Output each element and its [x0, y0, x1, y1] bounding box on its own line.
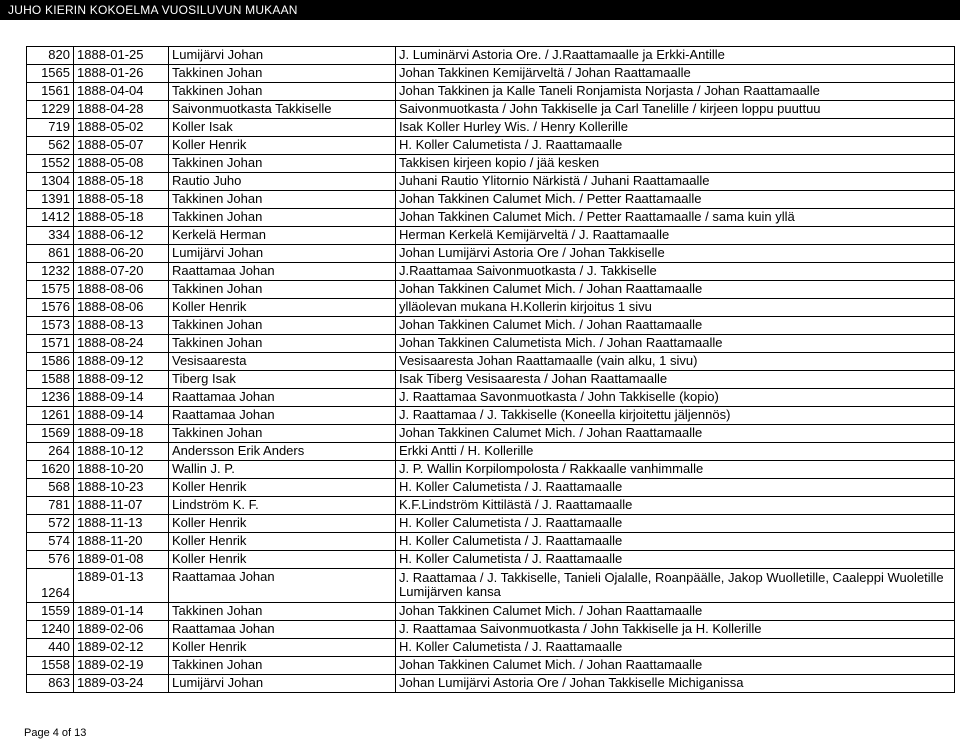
cell-sender: Tiberg Isak — [169, 371, 396, 389]
cell-sender: Lindström K. F. — [169, 497, 396, 515]
table-row — [27, 227, 955, 245]
cell-sender: Wallin J. P. — [169, 461, 396, 479]
table-row — [27, 479, 955, 497]
table-row — [27, 603, 955, 621]
cell-archive-number: 264 — [27, 443, 74, 461]
cell-description: H. Koller Calumetista / J. Raattamaalle — [396, 533, 955, 551]
cell-description: H. Koller Calumetista / J. Raattamaalle — [396, 479, 955, 497]
table-row — [27, 281, 955, 299]
cell-sender: Raattamaa Johan — [169, 389, 396, 407]
cell-sender: Takkinen Johan — [169, 83, 396, 101]
cell-description: H. Koller Calumetista / J. Raattamaalle — [396, 639, 955, 657]
cell-description: J.Raattamaa Saivonmuotkasta / J. Takkiselle — [396, 263, 955, 281]
cell-sender: Raattamaa Johan — [169, 263, 396, 281]
cell-sender: Koller Henrik — [169, 515, 396, 533]
table-row — [27, 263, 955, 281]
cell-archive-number: 1576 — [27, 299, 74, 317]
cell-description: Vesisaaresta Johan Raattamaalle (vain alku, 1 sivu) — [396, 353, 955, 371]
cell-archive-number: 1391 — [27, 191, 74, 209]
cell-description: Johan Takkinen Kemijärveltä / Johan Raattamaalle — [396, 65, 955, 83]
table-row — [27, 209, 955, 227]
cell-sender: Takkinen Johan — [169, 335, 396, 353]
cell-sender: Vesisaaresta — [169, 353, 396, 371]
cell-archive-number: 1571 — [27, 335, 74, 353]
cell-archive-number: 1261 — [27, 407, 74, 425]
cell-date: 1888-09-12 — [74, 353, 169, 371]
cell-archive-number: 820 — [27, 47, 74, 65]
cell-archive-number: 1552 — [27, 155, 74, 173]
table-row — [27, 173, 955, 191]
cell-description: Herman Kerkelä Kemijärveltä / J. Raattamaalle — [396, 227, 955, 245]
cell-description: Saivonmuotkasta / John Takkiselle ja Carl Tanelille / kirjeen loppu puuttuu — [396, 101, 955, 119]
table-row — [27, 461, 955, 479]
table-row — [27, 83, 955, 101]
cell-date: 1889-03-24 — [74, 675, 169, 693]
cell-date: 1888-01-25 — [74, 47, 169, 65]
cell-description: J. Luminärvi Astoria Ore. / J.Raattamaalle ja Erkki-Antille — [396, 47, 955, 65]
cell-description: Johan Lumijärvi Astoria Ore / Johan Takkiselle — [396, 245, 955, 263]
table-row — [27, 299, 955, 317]
table-row — [27, 317, 955, 335]
table-row — [27, 551, 955, 569]
cell-sender: Koller Henrik — [169, 137, 396, 155]
cell-date: 1889-02-12 — [74, 639, 169, 657]
cell-archive-number: 1565 — [27, 65, 74, 83]
table-row — [27, 569, 955, 603]
cell-description: Johan Takkinen Calumet Mich. / Johan Raattamaalle — [396, 657, 955, 675]
cell-archive-number: 863 — [27, 675, 74, 693]
table-row — [27, 101, 955, 119]
cell-sender: Koller Henrik — [169, 299, 396, 317]
cell-date: 1889-01-14 — [74, 603, 169, 621]
table-row — [27, 639, 955, 657]
cell-date: 1888-06-20 — [74, 245, 169, 263]
cell-date: 1888-11-20 — [74, 533, 169, 551]
cell-archive-number: 1236 — [27, 389, 74, 407]
cell-archive-number: 719 — [27, 119, 74, 137]
cell-sender: Takkinen Johan — [169, 317, 396, 335]
cell-date: 1889-01-13 — [74, 569, 169, 603]
cell-sender: Takkinen Johan — [169, 425, 396, 443]
cell-archive-number: 1559 — [27, 603, 74, 621]
cell-archive-number: 1569 — [27, 425, 74, 443]
cell-date: 1888-09-18 — [74, 425, 169, 443]
cell-sender: Koller Henrik — [169, 479, 396, 497]
cell-description: J. Raattamaa / J. Takkiselle, Tanieli Ojalalle, Roanpäälle, Jakop Wuolletille, Caaleppi Wuoletille Lumijärven kansa — [396, 569, 955, 603]
table-row — [27, 443, 955, 461]
cell-date: 1888-10-12 — [74, 443, 169, 461]
table-row — [27, 407, 955, 425]
page-indicator: Page 4 of 13 — [24, 727, 87, 739]
cell-archive-number: 568 — [27, 479, 74, 497]
cell-sender: Takkinen Johan — [169, 191, 396, 209]
cell-date: 1888-10-23 — [74, 479, 169, 497]
cell-sender: Saivonmuotkasta Takkiselle — [169, 101, 396, 119]
cell-archive-number: 781 — [27, 497, 74, 515]
cell-archive-number: 572 — [27, 515, 74, 533]
cell-archive-number: 861 — [27, 245, 74, 263]
cell-description: Johan Takkinen Calumet Mich. / Johan Raattamaalle — [396, 425, 955, 443]
cell-description: Johan Takkinen Calumet Mich. / Petter Raattamaalle — [396, 191, 955, 209]
cell-date: 1888-06-12 — [74, 227, 169, 245]
cell-description: Johan Takkinen Calumetista Mich. / Johan Raattamaalle — [396, 335, 955, 353]
cell-sender: Koller Henrik — [169, 551, 396, 569]
cell-archive-number: 1240 — [27, 621, 74, 639]
cell-archive-number: 576 — [27, 551, 74, 569]
cell-date: 1888-05-02 — [74, 119, 169, 137]
cell-sender: Lumijärvi Johan — [169, 47, 396, 65]
cell-date: 1888-07-20 — [74, 263, 169, 281]
cell-sender: Rautio Juho — [169, 173, 396, 191]
cell-date: 1888-01-26 — [74, 65, 169, 83]
table-row — [27, 497, 955, 515]
table-row — [27, 191, 955, 209]
cell-archive-number: 1575 — [27, 281, 74, 299]
cell-date: 1889-02-06 — [74, 621, 169, 639]
cell-date: 1888-09-14 — [74, 389, 169, 407]
table-row — [27, 515, 955, 533]
cell-date: 1888-08-06 — [74, 299, 169, 317]
cell-date: 1888-05-08 — [74, 155, 169, 173]
cell-sender: Koller Henrik — [169, 639, 396, 657]
cell-description: Johan Lumijärvi Astoria Ore / Johan Takkiselle Michiganissa — [396, 675, 955, 693]
table-row — [27, 245, 955, 263]
cell-archive-number: 1573 — [27, 317, 74, 335]
cell-archive-number: 1586 — [27, 353, 74, 371]
cell-description: K.F.Lindström Kittilästä / J. Raattamaalle — [396, 497, 955, 515]
cell-description: Johan Takkinen ja Kalle Taneli Ronjamista Norjasta / Johan Raattamaalle — [396, 83, 955, 101]
cell-date: 1888-04-28 — [74, 101, 169, 119]
cell-sender: Raattamaa Johan — [169, 407, 396, 425]
cell-sender: Lumijärvi Johan — [169, 675, 396, 693]
cell-description: J. Raattamaa Savonmuotkasta / John Takkiselle (kopio) — [396, 389, 955, 407]
cell-archive-number: 1412 — [27, 209, 74, 227]
cell-description: Juhani Rautio Ylitornio Närkistä / Juhani Raattamaalle — [396, 173, 955, 191]
letters-table-body — [27, 47, 955, 693]
cell-archive-number: 440 — [27, 639, 74, 657]
cell-date: 1888-08-13 — [74, 317, 169, 335]
cell-archive-number: 562 — [27, 137, 74, 155]
cell-archive-number: 1561 — [27, 83, 74, 101]
cell-date: 1889-01-08 — [74, 551, 169, 569]
cell-sender: Takkinen Johan — [169, 603, 396, 621]
cell-description: H. Koller Calumetista / J. Raattamaalle — [396, 551, 955, 569]
cell-archive-number: 1588 — [27, 371, 74, 389]
page-footer — [24, 727, 86, 739]
cell-date: 1888-05-18 — [74, 191, 169, 209]
cell-date: 1888-05-18 — [74, 209, 169, 227]
cell-description: Johan Takkinen Calumet Mich. / Johan Raattamaalle — [396, 281, 955, 299]
cell-description: J. P. Wallin Korpilompolosta / Rakkaalle vanhimmalle — [396, 461, 955, 479]
cell-description: Johan Takkinen Calumet Mich. / Johan Raattamaalle — [396, 317, 955, 335]
table-row — [27, 47, 955, 65]
cell-sender: Takkinen Johan — [169, 65, 396, 83]
table-row — [27, 119, 955, 137]
table-row — [27, 371, 955, 389]
cell-description: H. Koller Calumetista / J. Raattamaalle — [396, 515, 955, 533]
table-row — [27, 675, 955, 693]
page-header — [0, 0, 960, 20]
cell-archive-number: 1264 — [27, 569, 74, 603]
cell-date: 1888-09-12 — [74, 371, 169, 389]
cell-date: 1888-11-13 — [74, 515, 169, 533]
cell-sender: Takkinen Johan — [169, 209, 396, 227]
cell-description: Takkisen kirjeen kopio / jää kesken — [396, 155, 955, 173]
cell-date: 1888-05-18 — [74, 173, 169, 191]
table-row — [27, 137, 955, 155]
cell-date: 1888-08-24 — [74, 335, 169, 353]
cell-description: Isak Tiberg Vesisaaresta / Johan Raattamaalle — [396, 371, 955, 389]
cell-archive-number: 1232 — [27, 263, 74, 281]
cell-description: Johan Takkinen Calumet Mich. / Petter Raattamaalle / sama kuin yllä — [396, 209, 955, 227]
cell-sender: Takkinen Johan — [169, 657, 396, 675]
cell-archive-number: 1229 — [27, 101, 74, 119]
table-row — [27, 389, 955, 407]
cell-sender: Lumijärvi Johan — [169, 245, 396, 263]
cell-description: ylläolevan mukana H.Kollerin kirjoitus 1 sivu — [396, 299, 955, 317]
table-row — [27, 65, 955, 83]
table-row — [27, 335, 955, 353]
cell-sender: Raattamaa Johan — [169, 569, 396, 603]
cell-description: Erkki Antti / H. Kollerille — [396, 443, 955, 461]
cell-archive-number: 1304 — [27, 173, 74, 191]
cell-date: 1889-02-19 — [74, 657, 169, 675]
cell-date: 1888-10-20 — [74, 461, 169, 479]
table-row — [27, 533, 955, 551]
cell-description: H. Koller Calumetista / J. Raattamaalle — [396, 137, 955, 155]
table-row — [27, 425, 955, 443]
cell-sender: Koller Isak — [169, 119, 396, 137]
cell-sender: Kerkelä Herman — [169, 227, 396, 245]
cell-archive-number: 574 — [27, 533, 74, 551]
cell-date: 1888-05-07 — [74, 137, 169, 155]
cell-description: Isak Koller Hurley Wis. / Henry Kollerille — [396, 119, 955, 137]
cell-description: Johan Takkinen Calumet Mich. / Johan Raattamaalle — [396, 603, 955, 621]
table-row — [27, 353, 955, 371]
cell-sender: Raattamaa Johan — [169, 621, 396, 639]
cell-archive-number: 1558 — [27, 657, 74, 675]
table-row — [27, 621, 955, 639]
cell-archive-number: 334 — [27, 227, 74, 245]
cell-date: 1888-11-07 — [74, 497, 169, 515]
letters-table — [26, 46, 955, 693]
table-row — [27, 657, 955, 675]
cell-sender: Takkinen Johan — [169, 281, 396, 299]
cell-date: 1888-08-06 — [74, 281, 169, 299]
cell-description: J. Raattamaa Saivonmuotkasta / John Takkiselle ja H. Kollerille — [396, 621, 955, 639]
cell-sender: Takkinen Johan — [169, 155, 396, 173]
table-row — [27, 155, 955, 173]
cell-sender: Koller Henrik — [169, 533, 396, 551]
cell-description: J. Raattamaa / J. Takkiselle (Koneella kirjoitettu jäljennös) — [396, 407, 955, 425]
cell-sender: Andersson Erik Anders — [169, 443, 396, 461]
cell-date: 1888-09-14 — [74, 407, 169, 425]
header-title: JUHO KIERIN KOKOELMA VUOSILUVUN MUKAAN — [8, 3, 298, 17]
cell-date: 1888-04-04 — [74, 83, 169, 101]
cell-archive-number: 1620 — [27, 461, 74, 479]
